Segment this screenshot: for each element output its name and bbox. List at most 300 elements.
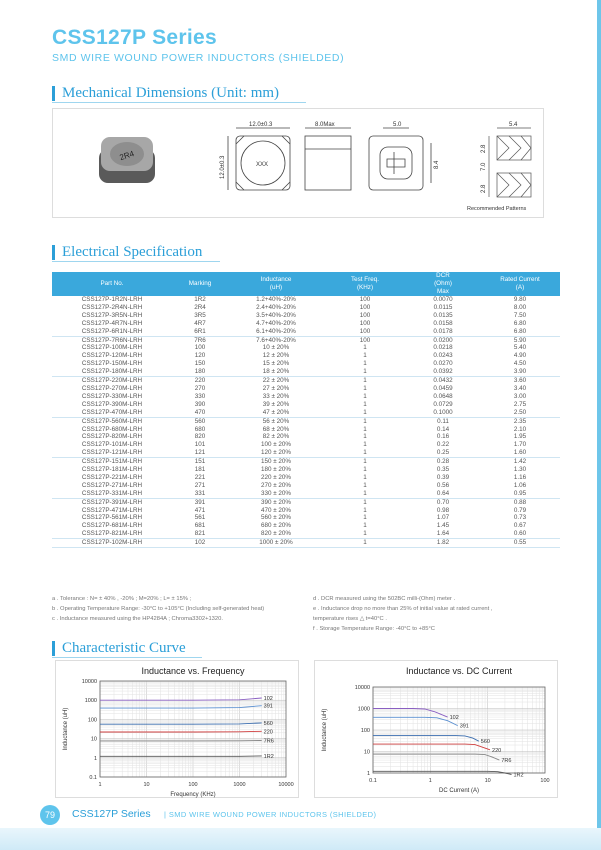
table-cell: 331 [194, 489, 206, 497]
table-cell: 5.90 [480, 336, 560, 344]
table-cell: 8.00 [513, 303, 527, 311]
section-mechanical-heading: Mechanical Dimensions (Unit: mm) [52, 86, 279, 101]
table-cell: CSS127P-120M-LRH [81, 352, 143, 360]
table-row [52, 426, 560, 434]
table-row [52, 466, 560, 474]
table-row [52, 320, 560, 328]
chart-inductance-vs-dc-current [314, 660, 558, 798]
table-cell: 0.1000 [433, 408, 453, 416]
y-tick-label: 10000 [81, 679, 97, 685]
note-e: e . Inductance drop no more than 25% of initial value at rated current , [313, 606, 493, 612]
table-cell: 0.73 [513, 514, 527, 522]
table-cell: 1 [363, 400, 367, 408]
pattern-dim-3: 2.8 [481, 184, 487, 193]
table-cell: 820 ± 20% [260, 530, 292, 538]
table-cell: 1.30 [513, 466, 527, 474]
table-cell: 1 [363, 530, 367, 538]
y-tick-label: 100 [360, 728, 370, 734]
chart-title: Inductance vs. Frequency [141, 666, 245, 676]
table-cell: 0.0459 [433, 384, 453, 392]
bottom-width-label: 5.0 [393, 122, 402, 128]
table-cell: CSS127P-102M-LRH [52, 539, 172, 548]
table-cell: 330 [194, 392, 206, 400]
table-cell: 471 [194, 506, 206, 514]
series-label: 220 [263, 729, 273, 736]
table-cell: 121 [194, 449, 206, 457]
note-f: f . Storage Temperature Range: -40°C to +85°C [313, 626, 435, 632]
table-cell: 1.82 [406, 539, 480, 548]
x-tick-label: 100 [540, 778, 550, 784]
table-cell: 2.4+40%-20% [256, 303, 296, 311]
table-cell: 1 [363, 425, 367, 433]
table-cell: 18 ± 20% [262, 368, 290, 376]
table-cell: CSS127P-100M-LRH [81, 344, 143, 352]
y-tick-label: 100 [87, 717, 97, 724]
series-label: 560 [480, 739, 490, 746]
table-row [52, 296, 560, 304]
section-electrical-heading: Electrical Specification [52, 245, 202, 260]
table-cell: 1 [363, 449, 367, 457]
table-cell: CSS127P-330M-LRH [81, 392, 143, 400]
table-cell: 0.67 [513, 522, 527, 530]
table-cell: CSS127P-680M-LRH [81, 425, 143, 433]
recommended-pattern [489, 128, 531, 197]
table-cell: 1 [363, 352, 367, 360]
top-marking: XXX [256, 162, 269, 168]
table-cell: 4R7 [194, 319, 206, 327]
table-cell: 681 [194, 522, 206, 530]
table-cell: 0.39 [436, 473, 450, 481]
table-cell: 0.0200 [406, 336, 480, 344]
table-row [52, 417, 560, 425]
table-cell: 6.80 [513, 319, 527, 327]
table-cell: 0.98 [436, 506, 450, 514]
table-cell: 56 ± 20% [228, 417, 324, 425]
table-cell: 1 [363, 384, 367, 392]
table-cell: CSS127P-1R2N-LRH [81, 296, 143, 303]
table-cell: 47 ± 20% [262, 408, 290, 416]
table-cell: 1 [363, 360, 367, 368]
table-cell: 1 [363, 368, 367, 376]
table-cell: 560 [172, 417, 228, 425]
table-cell: 1 [363, 441, 367, 449]
series-label: 391 [459, 723, 469, 730]
table-cell: 181 [194, 466, 206, 474]
footer-subtitle: | SMD WIRE WOUND POWER INDUCTORS (SHIELDED) [164, 810, 377, 819]
table-cell: 39 ± 20% [262, 400, 290, 408]
table-cell: 820 [194, 433, 206, 441]
pattern-dim-2: 7.0 [481, 162, 487, 171]
section-underline [52, 261, 220, 262]
table-cell: 2.10 [513, 425, 527, 433]
section-underline [52, 102, 306, 103]
table-cell: 100 [359, 319, 371, 327]
table-row [52, 514, 560, 522]
table-cell: 3.60 [480, 377, 560, 385]
table-cell: 100 [359, 327, 371, 335]
table-cell: 100 [359, 311, 371, 319]
table-row [52, 312, 560, 320]
series-label: 102 [449, 715, 459, 722]
table-cell: CSS127P-681M-LRH [81, 522, 143, 530]
table-cell: 390 ± 20% [228, 498, 324, 506]
x-tick-label: 0.1 [369, 778, 377, 784]
table-cell: 0.0070 [433, 296, 453, 303]
notes-left [52, 594, 302, 624]
table-cell: 7.6+40%-20% [228, 336, 324, 344]
table-cell: 101 [194, 441, 206, 449]
note-d: d . DCR measured using the 502BC milli-(Ohm) meter . [313, 596, 456, 602]
table-row [52, 482, 560, 490]
y-tick-label: 1000 [357, 706, 370, 713]
table-cell: 391 [172, 498, 228, 506]
y-tick-label: 0.1 [89, 775, 97, 781]
column-header: Marking [172, 272, 228, 296]
table-cell: 100 [359, 296, 371, 303]
table-cell: 1R2 [194, 296, 206, 303]
table-cell: 390 [194, 400, 206, 408]
table-cell: 2.35 [480, 417, 560, 425]
y-axis-label: Inductance (uH) [63, 707, 69, 751]
table-cell: 1000 ± 20% [228, 539, 324, 548]
table-cell: 1 [363, 514, 367, 522]
series-label: 7R6 [263, 738, 274, 745]
table-cell: CSS127P-470M-LRH [81, 408, 143, 416]
series-label: 1R2 [513, 772, 524, 779]
table-cell: 0.0648 [433, 392, 453, 400]
table-row [52, 385, 560, 393]
table-cell: 1 [363, 344, 367, 352]
table-cell: 1 [363, 481, 367, 489]
table-row [52, 530, 560, 538]
table-cell: 120 [194, 352, 206, 360]
side-label: 8.0Max [315, 122, 335, 128]
table-cell: CSS127P-2R4N-LRH [81, 303, 143, 311]
table-cell: 1 [324, 498, 406, 506]
table-cell: CSS127P-271M-LRH [81, 481, 143, 489]
series-label: 391 [263, 703, 273, 710]
table-cell: 561 [194, 514, 206, 522]
table-cell: 2.50 [513, 408, 527, 416]
table-cell: 0.60 [513, 530, 527, 538]
series-line-102 [373, 709, 448, 718]
table-cell: 0.14 [436, 425, 450, 433]
x-tick-label: 100 [188, 782, 198, 788]
table-row [52, 368, 560, 376]
table-cell: 1 [324, 417, 406, 425]
table-cell: 0.0392 [433, 368, 453, 376]
series-label: 220 [492, 747, 502, 754]
column-header: Inductance (uH) [228, 272, 324, 296]
table-cell: CSS127P-390M-LRH [81, 400, 143, 408]
table-cell: 3.40 [513, 384, 527, 392]
table-cell: 2R4 [194, 303, 206, 311]
table-cell: CSS127P-561M-LRH [81, 514, 143, 522]
table-cell: 1.16 [513, 473, 527, 481]
table-row [52, 401, 560, 409]
x-tick-label: 10000 [278, 782, 294, 788]
table-cell: 0.0115 [433, 303, 453, 311]
x-tick-label: 1 [428, 778, 432, 784]
table-row [52, 393, 560, 401]
table-row [52, 474, 560, 482]
page-number: 79 [40, 805, 60, 825]
table-cell: 1 [363, 473, 367, 481]
table-cell: CSS127P-151M-LRH [52, 458, 172, 466]
series-label: 1R2 [263, 753, 274, 760]
table-cell: CSS127P-121M-LRH [81, 449, 143, 457]
column-header: Part No. [52, 272, 172, 296]
table-cell: 3.5+40%-20% [256, 311, 296, 319]
table-row [52, 458, 560, 466]
table-cell: 220 ± 20% [260, 473, 292, 481]
table-cell: 1.42 [480, 458, 560, 466]
table-cell: 180 ± 20% [260, 466, 292, 474]
table-cell: 5.40 [513, 344, 527, 352]
table-cell: 4.50 [513, 360, 527, 368]
table-cell: 33 ± 20% [262, 392, 290, 400]
pattern-caption: Recommended Patterns [467, 206, 527, 212]
table-cell: CSS127P-270M-LRH [81, 384, 143, 392]
y-tick-label: 10 [363, 749, 370, 756]
table-cell: CSS127P-220M-LRH [52, 377, 172, 385]
side-view [305, 128, 351, 190]
series-line-391 [373, 717, 458, 725]
x-axis-label: DC Current (A) [438, 788, 480, 794]
table-cell: 100 ± 20% [260, 441, 292, 449]
table-cell: 1 [363, 506, 367, 514]
x-tick-label: 10 [143, 782, 150, 788]
table-cell: 1 [324, 458, 406, 466]
section-curve-heading: Characteristic Curve [52, 641, 186, 656]
x-axis-label: Frequency (KHz) [170, 792, 216, 798]
table-cell: 221 [194, 473, 206, 481]
table-cell: 0.95 [513, 489, 527, 497]
note-c: c . Inductance measured using the HP4284A ; Chroma3302+1320. [52, 616, 223, 622]
table-cell: CSS127P-391M-LRH [52, 498, 172, 506]
table-cell: 180 [194, 368, 206, 376]
table-cell: 1.70 [513, 441, 527, 449]
table-row [52, 449, 560, 457]
table-cell: 270 [194, 384, 206, 392]
table-cell: 10 ± 20% [262, 344, 290, 352]
pattern-dim-1: 2.8 [481, 144, 487, 153]
y-tick-label: 10 [90, 736, 97, 743]
table-cell: 1 [363, 522, 367, 530]
table-cell: 151 [172, 458, 228, 466]
table-cell: 0.0729 [433, 400, 453, 408]
bottom-height-label: 8.4 [434, 160, 440, 169]
table-row [52, 352, 560, 360]
table-row [52, 441, 560, 449]
table-cell: 22 ± 20% [228, 377, 324, 385]
table-cell: 4.7+40%-20% [256, 319, 296, 327]
note-e-cont: temperature rises △ t=40°C . [313, 616, 387, 622]
table-cell: 271 [194, 481, 206, 489]
table-cell: 3.00 [513, 392, 527, 400]
footer-series: CSS127P Series [72, 808, 151, 820]
table-cell: 9.80 [513, 296, 527, 303]
table-cell: 27 ± 20% [262, 384, 290, 392]
table-cell: 1.95 [513, 433, 527, 441]
table-cell: 1 [363, 433, 367, 441]
table-cell: 102 [172, 539, 228, 548]
x-tick-label: 1000 [233, 782, 246, 788]
table-cell: 1.07 [436, 514, 450, 522]
table-cell: 100 [194, 344, 206, 352]
table-cell: 0.0135 [433, 311, 453, 319]
table-cell: 1 [363, 392, 367, 400]
chart-inductance-vs-frequency [55, 660, 299, 798]
table-cell: 0.16 [436, 433, 450, 441]
top-width-label: 12.0±0.3 [249, 122, 273, 128]
chart-title: Inductance vs. DC Current [405, 666, 513, 676]
table-cell: 1 [324, 539, 406, 548]
table-cell: 0.0218 [433, 344, 453, 352]
table-cell: 7R6 [172, 336, 228, 344]
table-cell: 470 [194, 408, 206, 416]
table-cell: 0.56 [436, 481, 450, 489]
table-cell: CSS127P-4R7N-LRH [81, 319, 143, 327]
table-row [52, 304, 560, 312]
table-cell: 150 [194, 360, 206, 368]
table-cell: 1.60 [513, 449, 527, 457]
y-tick-label: 1 [93, 755, 97, 762]
table-cell: 0.11 [406, 417, 480, 425]
x-tick-label: 1 [98, 782, 102, 788]
table-cell: 12 ± 20% [262, 352, 290, 360]
column-header: Rated Current (A) [480, 272, 560, 296]
table-row [52, 377, 560, 385]
chart-svg [315, 661, 559, 799]
table-cell: 0.64 [436, 489, 450, 497]
electrical-spec-table [52, 272, 560, 548]
table-cell: 680 [194, 425, 206, 433]
top-height-label: 12.0±0.3 [220, 155, 226, 179]
table-cell: 6R1 [194, 327, 206, 335]
table-cell: 821 [194, 530, 206, 538]
table-row [52, 490, 560, 498]
table-cell: 82 ± 20% [262, 433, 290, 441]
chart-svg [56, 661, 300, 799]
table-cell: 0.28 [406, 458, 480, 466]
bottom-view [369, 128, 431, 190]
note-b: b . Operating Temperature Range: -30°C to +105°C (Including self-generated heat) [52, 606, 265, 612]
table-cell: CSS127P-7R6N-LRH [52, 336, 172, 344]
table-cell: CSS127P-821M-LRH [81, 530, 143, 538]
table-cell: CSS127P-331M-LRH [81, 489, 143, 497]
page-subtitle: SMD WIRE WOUND POWER INDUCTORS (SHIELDED) [52, 52, 345, 64]
table-row [52, 498, 560, 506]
table-cell: 1.45 [436, 522, 450, 530]
table-row [52, 344, 560, 352]
table-cell: 4.90 [513, 352, 527, 360]
table-cell: 220 [172, 377, 228, 385]
table-row [52, 507, 560, 515]
mechanical-drawing [53, 109, 545, 219]
table-body [52, 296, 560, 548]
table-cell: 1 [324, 377, 406, 385]
column-header: DCR (Ohm) Max [406, 272, 480, 296]
table-cell: 0.0158 [433, 319, 453, 327]
photo-marking: 2R4 [118, 149, 136, 163]
y-tick-label: 10000 [354, 685, 370, 691]
table-cell: 6.80 [513, 327, 527, 335]
table-cell: 0.0243 [433, 352, 453, 360]
table-cell: CSS127P-221M-LRH [81, 473, 143, 481]
table-row [52, 522, 560, 530]
table-cell: CSS127P-3R5N-LRH [81, 311, 143, 319]
table-row [52, 539, 560, 548]
table-cell: 3.90 [513, 368, 527, 376]
note-a: a . Tolerance : N= ± 40% , -20% ; M=20% ; L= ± 15% ; [52, 596, 192, 602]
table-cell: 270 ± 20% [260, 481, 292, 489]
table-cell: 6.1+40%-20% [256, 327, 296, 335]
x-tick-label: 10 [484, 778, 491, 784]
table-cell: CSS127P-150M-LRH [81, 360, 143, 368]
table-cell: 0.0270 [433, 360, 453, 368]
table-cell: 470 ± 20% [260, 506, 292, 514]
table-cell: 680 ± 20% [260, 522, 292, 530]
table-cell: CSS127P-6R1N-LRH [81, 327, 143, 335]
table-cell: 68 ± 20% [262, 425, 290, 433]
table-cell: CSS127P-180M-LRH [81, 368, 143, 376]
table-cell: 1.64 [436, 530, 450, 538]
table-row [52, 360, 560, 368]
table-cell: 330 ± 20% [260, 489, 292, 497]
column-header: Test Freq. (KHz) [324, 272, 406, 296]
y-tick-label: 1 [366, 771, 370, 777]
table-cell: 15 ± 20% [262, 360, 290, 368]
table-cell: 0.55 [480, 539, 560, 548]
table-row [52, 328, 560, 336]
table-cell: CSS127P-181M-LRH [81, 466, 143, 474]
series-line-220 [100, 731, 262, 732]
table-row [52, 433, 560, 441]
table-header-row [52, 272, 560, 296]
table-cell: 100 [324, 336, 406, 344]
y-axis-label: Inductance (uH) [322, 708, 328, 752]
section-underline [52, 657, 202, 658]
page-edge-bar [597, 0, 601, 850]
page-title: CSS127P Series [52, 26, 217, 49]
table-cell: 560 ± 20% [260, 514, 292, 522]
series-label: 7R6 [501, 758, 512, 765]
footer-band [0, 828, 601, 850]
table-cell: 0.70 [406, 498, 480, 506]
notes-right [313, 594, 560, 634]
top-view [228, 128, 290, 190]
table-cell: 1 [363, 408, 367, 416]
series-label: 560 [263, 720, 273, 727]
table-cell: CSS127P-471M-LRH [81, 506, 143, 514]
table-cell: 120 ± 20% [260, 449, 292, 457]
y-tick-label: 1000 [84, 698, 97, 705]
table-cell: 1.2+40%-20% [256, 296, 296, 303]
table-cell: 1 [363, 466, 367, 474]
table-cell: 1 [363, 489, 367, 497]
table-cell: 0.35 [436, 466, 450, 474]
mechanical-drawing-panel [52, 108, 544, 218]
table-cell: 100 [359, 303, 371, 311]
table-row [52, 409, 560, 417]
table-row [52, 336, 560, 344]
series-label: 102 [263, 696, 273, 703]
table-cell: 0.0432 [406, 377, 480, 385]
table-cell: 0.88 [480, 498, 560, 506]
table-cell: 3R5 [194, 311, 206, 319]
table-cell: CSS127P-101M-LRH [81, 441, 143, 449]
